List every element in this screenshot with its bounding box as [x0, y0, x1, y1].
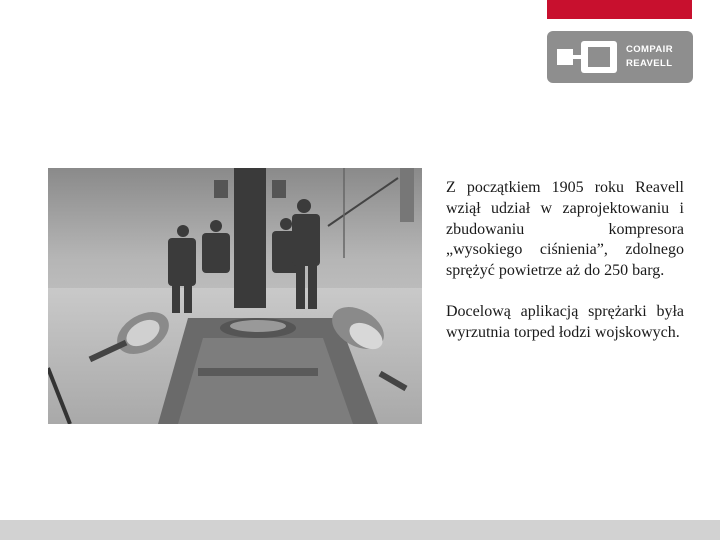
description-text — [446, 178, 684, 364]
footer-bar — [0, 520, 720, 540]
accent-bar — [547, 0, 692, 19]
compair-reavell-logo — [547, 31, 693, 83]
logo-text-reavell: REAVELL — [626, 58, 673, 69]
paragraph-compressor-history: Z początkiem 1905 roku Reavell wziął udział w zaprojektowaniu i zbudowaniu kompresora „wysokiego ciśnienia”, zdolnego sprężyć powietrze aż do 250 barg. — [446, 179, 684, 280]
historical-photo — [48, 168, 422, 424]
paragraph-application: Docelową aplikacją sprężarki była wyrzutnia torped łodzi wojskowych. — [446, 302, 684, 341]
logo-text-compair: COMPAIR — [626, 44, 673, 55]
logo-mark-icon — [555, 40, 619, 74]
